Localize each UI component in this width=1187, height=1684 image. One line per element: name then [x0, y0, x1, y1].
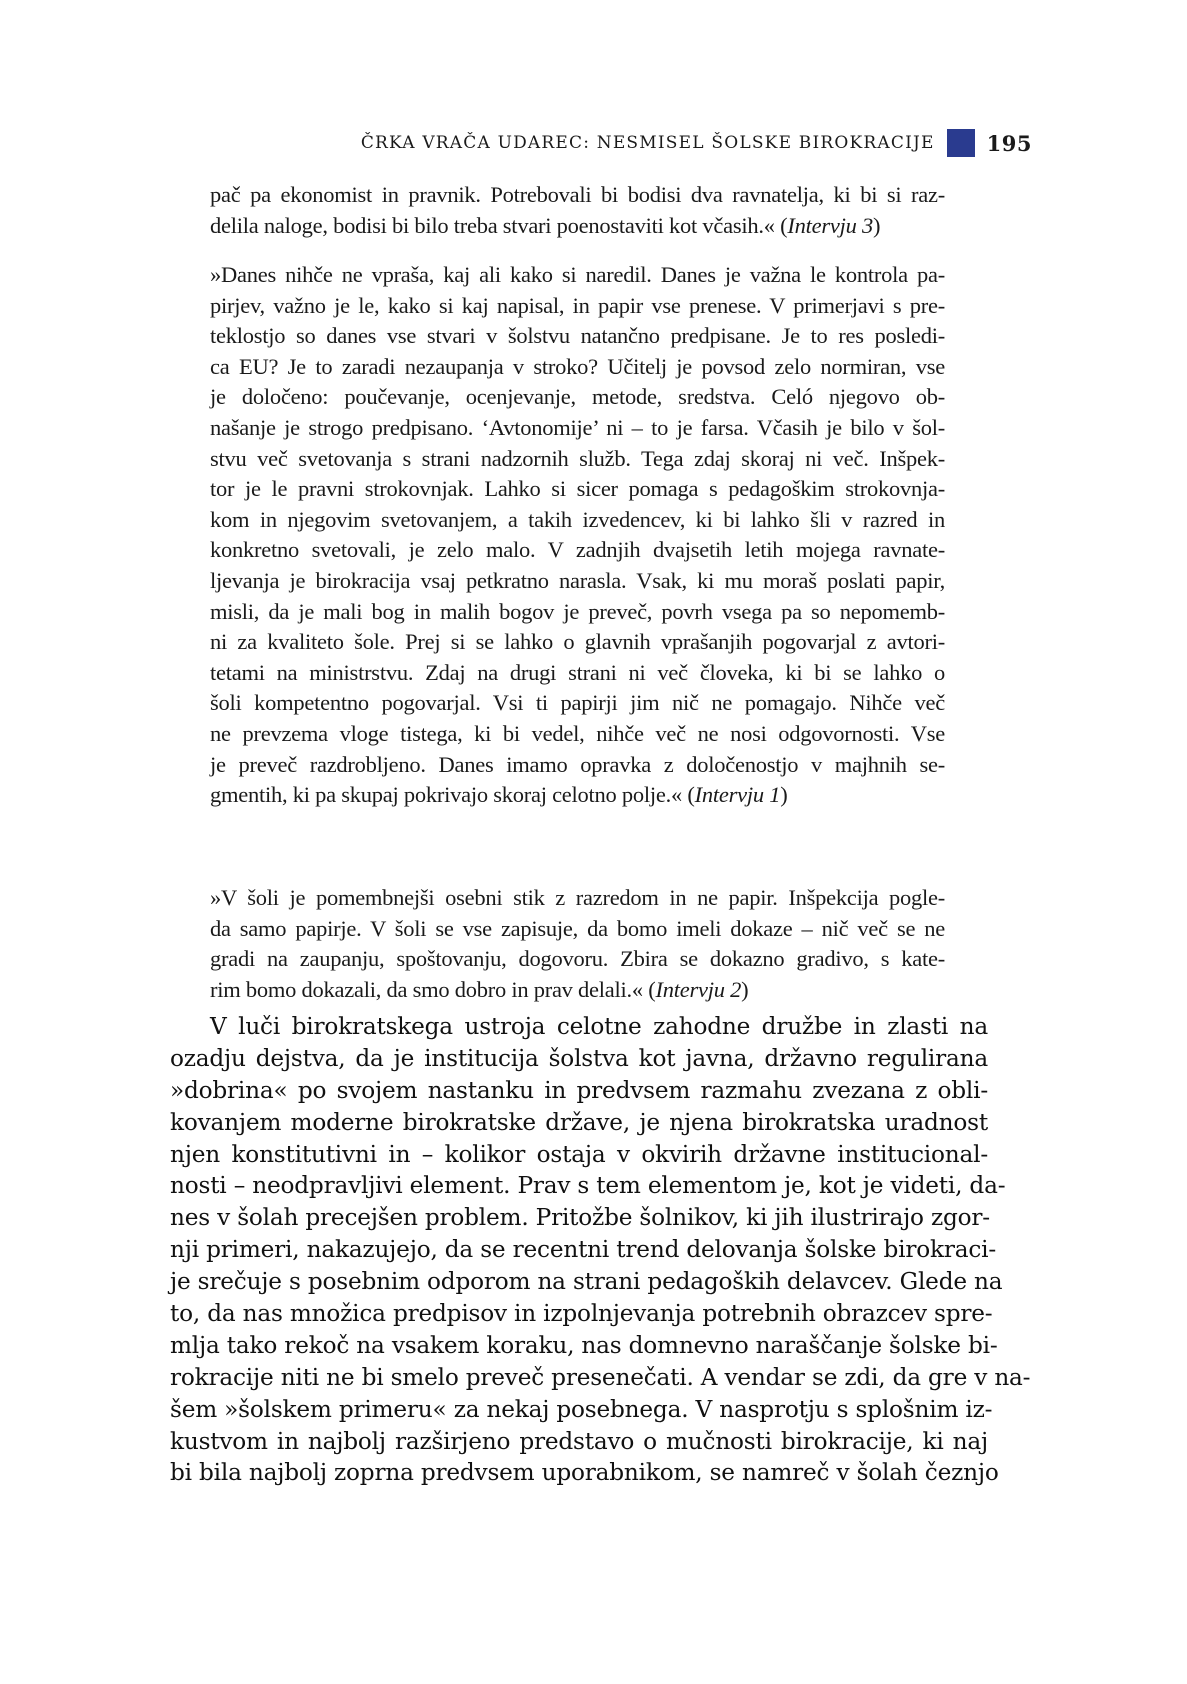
page-number: 195	[986, 130, 1032, 156]
quote-line	[210, 780, 945, 811]
quote-line: misli, da je mali bog in malih bogov je preveč, povrh vsega pa so nepomemb-	[210, 598, 945, 624]
body-line: kustvom in najbolj razširjeno predstavo o mučnosti birokracije, ki naj	[170, 1427, 988, 1455]
body-line: šem »šolskem primeru« za nekaj posebnega. V nasprotju s splošnim iz-	[170, 1395, 993, 1423]
header-marker-square	[947, 129, 975, 157]
body-line: to, da nas množica predpisov in izpolnjevanja potrebnih obrazcev spre-	[170, 1300, 993, 1328]
body-line: bi bila najbolj zoprna predvsem uporabnikom, se namreč v šolah čeznjo	[170, 1459, 999, 1487]
citation-close: )	[780, 782, 788, 808]
quote-line: ni za kvaliteto šole. Prej si se lahko o glavnih vprašanjih pogovarjal z avtori-	[210, 629, 945, 655]
quote-line: tor je le pravni strokovnjak. Lahko si sicer pomaga s pedagoškim strokovnja-	[210, 476, 945, 502]
quote-line: »Danes nihče ne vpraša, kaj ali kako si naredil. Danes je važna le kontrola pa-	[210, 262, 945, 287]
quote-text: gmentih, ki pa skupaj pokrivajo skoraj celotno polje.« (	[210, 782, 695, 808]
citation-close: )	[741, 976, 749, 1002]
quote-line: našanje je strogo predpisano. ‘Avtonomije’ ni – to je farsa. Včasih je bilo v šol-	[210, 414, 945, 440]
body-line: kovanjem moderne birokratske države, je njena birokratska uradnost	[170, 1108, 988, 1136]
quote-line: »V šoli je pomembnejši osebni stik z razredom in ne papir. Inšpekcija pogle-	[210, 885, 945, 910]
quote-line: je preveč razdrobljeno. Danes imamo opravka z določenostjo v majhnih se-	[210, 751, 945, 777]
chapter-title: ČRKA VRAČA UDAREC: NESMISEL ŠOLSKE BIROKRACIJE	[360, 133, 935, 153]
quote-line: konkretno svetovali, je zelo malo. V zadnjih dvajsetih letih mojega ravnate-	[210, 537, 945, 563]
quote-line: teklostjo so danes vse stvari v šolstvu natančno predpisane. Je to res posledi-	[210, 323, 945, 349]
interview-quote-2	[210, 260, 945, 811]
body-line: mlja tako rekoč na vsakem koraku, nas domnevno naraščanje šolske bi-	[170, 1331, 998, 1359]
quote-line: je določeno: poučevanje, ocenjevanje, metode, sredstva. Celó njegovo ob-	[210, 384, 945, 410]
quote-line: ca EU? Je to zaradi nezaupanja v stroko? Učitelj je povsod zelo normiran, vse	[210, 353, 945, 379]
citation: Intervju 1	[694, 782, 781, 808]
citation: Intervju 3	[787, 212, 873, 238]
quote-text: delila naloge, bodisi bi bilo treba stvari poenostaviti kot včasih.« (	[210, 212, 788, 238]
quote-text: rim bomo dokazali, da smo dobro in prav delali.« (	[210, 976, 656, 1002]
body-paragraph	[170, 1011, 1031, 1489]
interview-quote-3	[210, 883, 945, 1005]
citation: Intervju 2	[655, 976, 742, 1002]
body-line: rokracije niti ne bi smelo preveč presenečati. A vendar se zdi, da gre v na-	[170, 1363, 1031, 1391]
quote-line: ne prevzema vloge tistega, ki bi vedel, nihče več ne nosi odgovornosti. Vse	[210, 720, 945, 746]
quote-line: kom in njegovim svetovanjem, a takih izvedencev, ki bi lahko šli v razred in	[210, 506, 945, 532]
quote-line	[210, 211, 945, 242]
body-line: ozadju dejstva, da je institucija šolstva kot javna, državno regulirana	[170, 1044, 988, 1072]
body-line: je srečuje s posebnim odporom na strani pedagoških delavcev. Glede na	[170, 1268, 1003, 1296]
body-line: nji primeri, nakazujejo, da se recentni trend delovanja šolske birokraci-	[170, 1236, 996, 1264]
quote-line: gradi na zaupanju, spoštovanju, dogovoru. Zbira se dokazno gradivo, s kate-	[210, 946, 945, 972]
body-line: njen konstitutivni in – kolikor ostaja v okvirih državne institucional-	[170, 1140, 988, 1168]
body-line: V luči birokratskega ustroja celotne zahodne družbe in zlasti na	[210, 1013, 988, 1040]
body-line: nosti – neodpravljivi element. Prav s tem elementom je, kot je videti, da-	[170, 1172, 1006, 1200]
body-line: nes v šolah precejšen problem. Pritožbe šolnikov, ki jih ilustrirajo zgor-	[170, 1204, 990, 1232]
running-header	[170, 126, 1032, 160]
quote-line: tetami na ministrstvu. Zdaj na drugi strani ni več človeka, ki bi se lahko o	[210, 659, 945, 685]
citation-close: )	[873, 212, 881, 238]
quote-line: stvu več svetovanja s strani nadzornih služb. Tega zdaj skoraj ni več. Inšpek-	[210, 445, 945, 471]
quote-line: ljevanja je birokracija vsaj petkratno narasla. Vsak, ki mu moraš poslati papir,	[210, 567, 945, 593]
quote-line	[210, 975, 945, 1006]
quote-line: pač pa ekonomist in pravnik. Potrebovali bi bodisi dva ravnatelja, ki bi si raz-	[210, 182, 945, 207]
interview-quote-1	[210, 180, 945, 241]
quote-line: pirjev, važno je le, kako si kaj napisal, in papir vse prenese. V primerjavi s pre-	[210, 292, 945, 318]
quote-line: da samo papirje. V šoli se vse zapisuje, da bomo imeli dokaze – nič več se ne	[210, 915, 945, 941]
quote-line: šoli kompetentno pogovarjal. Vsi ti papirji jim nič ne pomagajo. Nihče več	[210, 690, 945, 716]
body-line: »dobrina« po svojem nastanku in predvsem razmahu zvezana z obli-	[170, 1076, 988, 1104]
